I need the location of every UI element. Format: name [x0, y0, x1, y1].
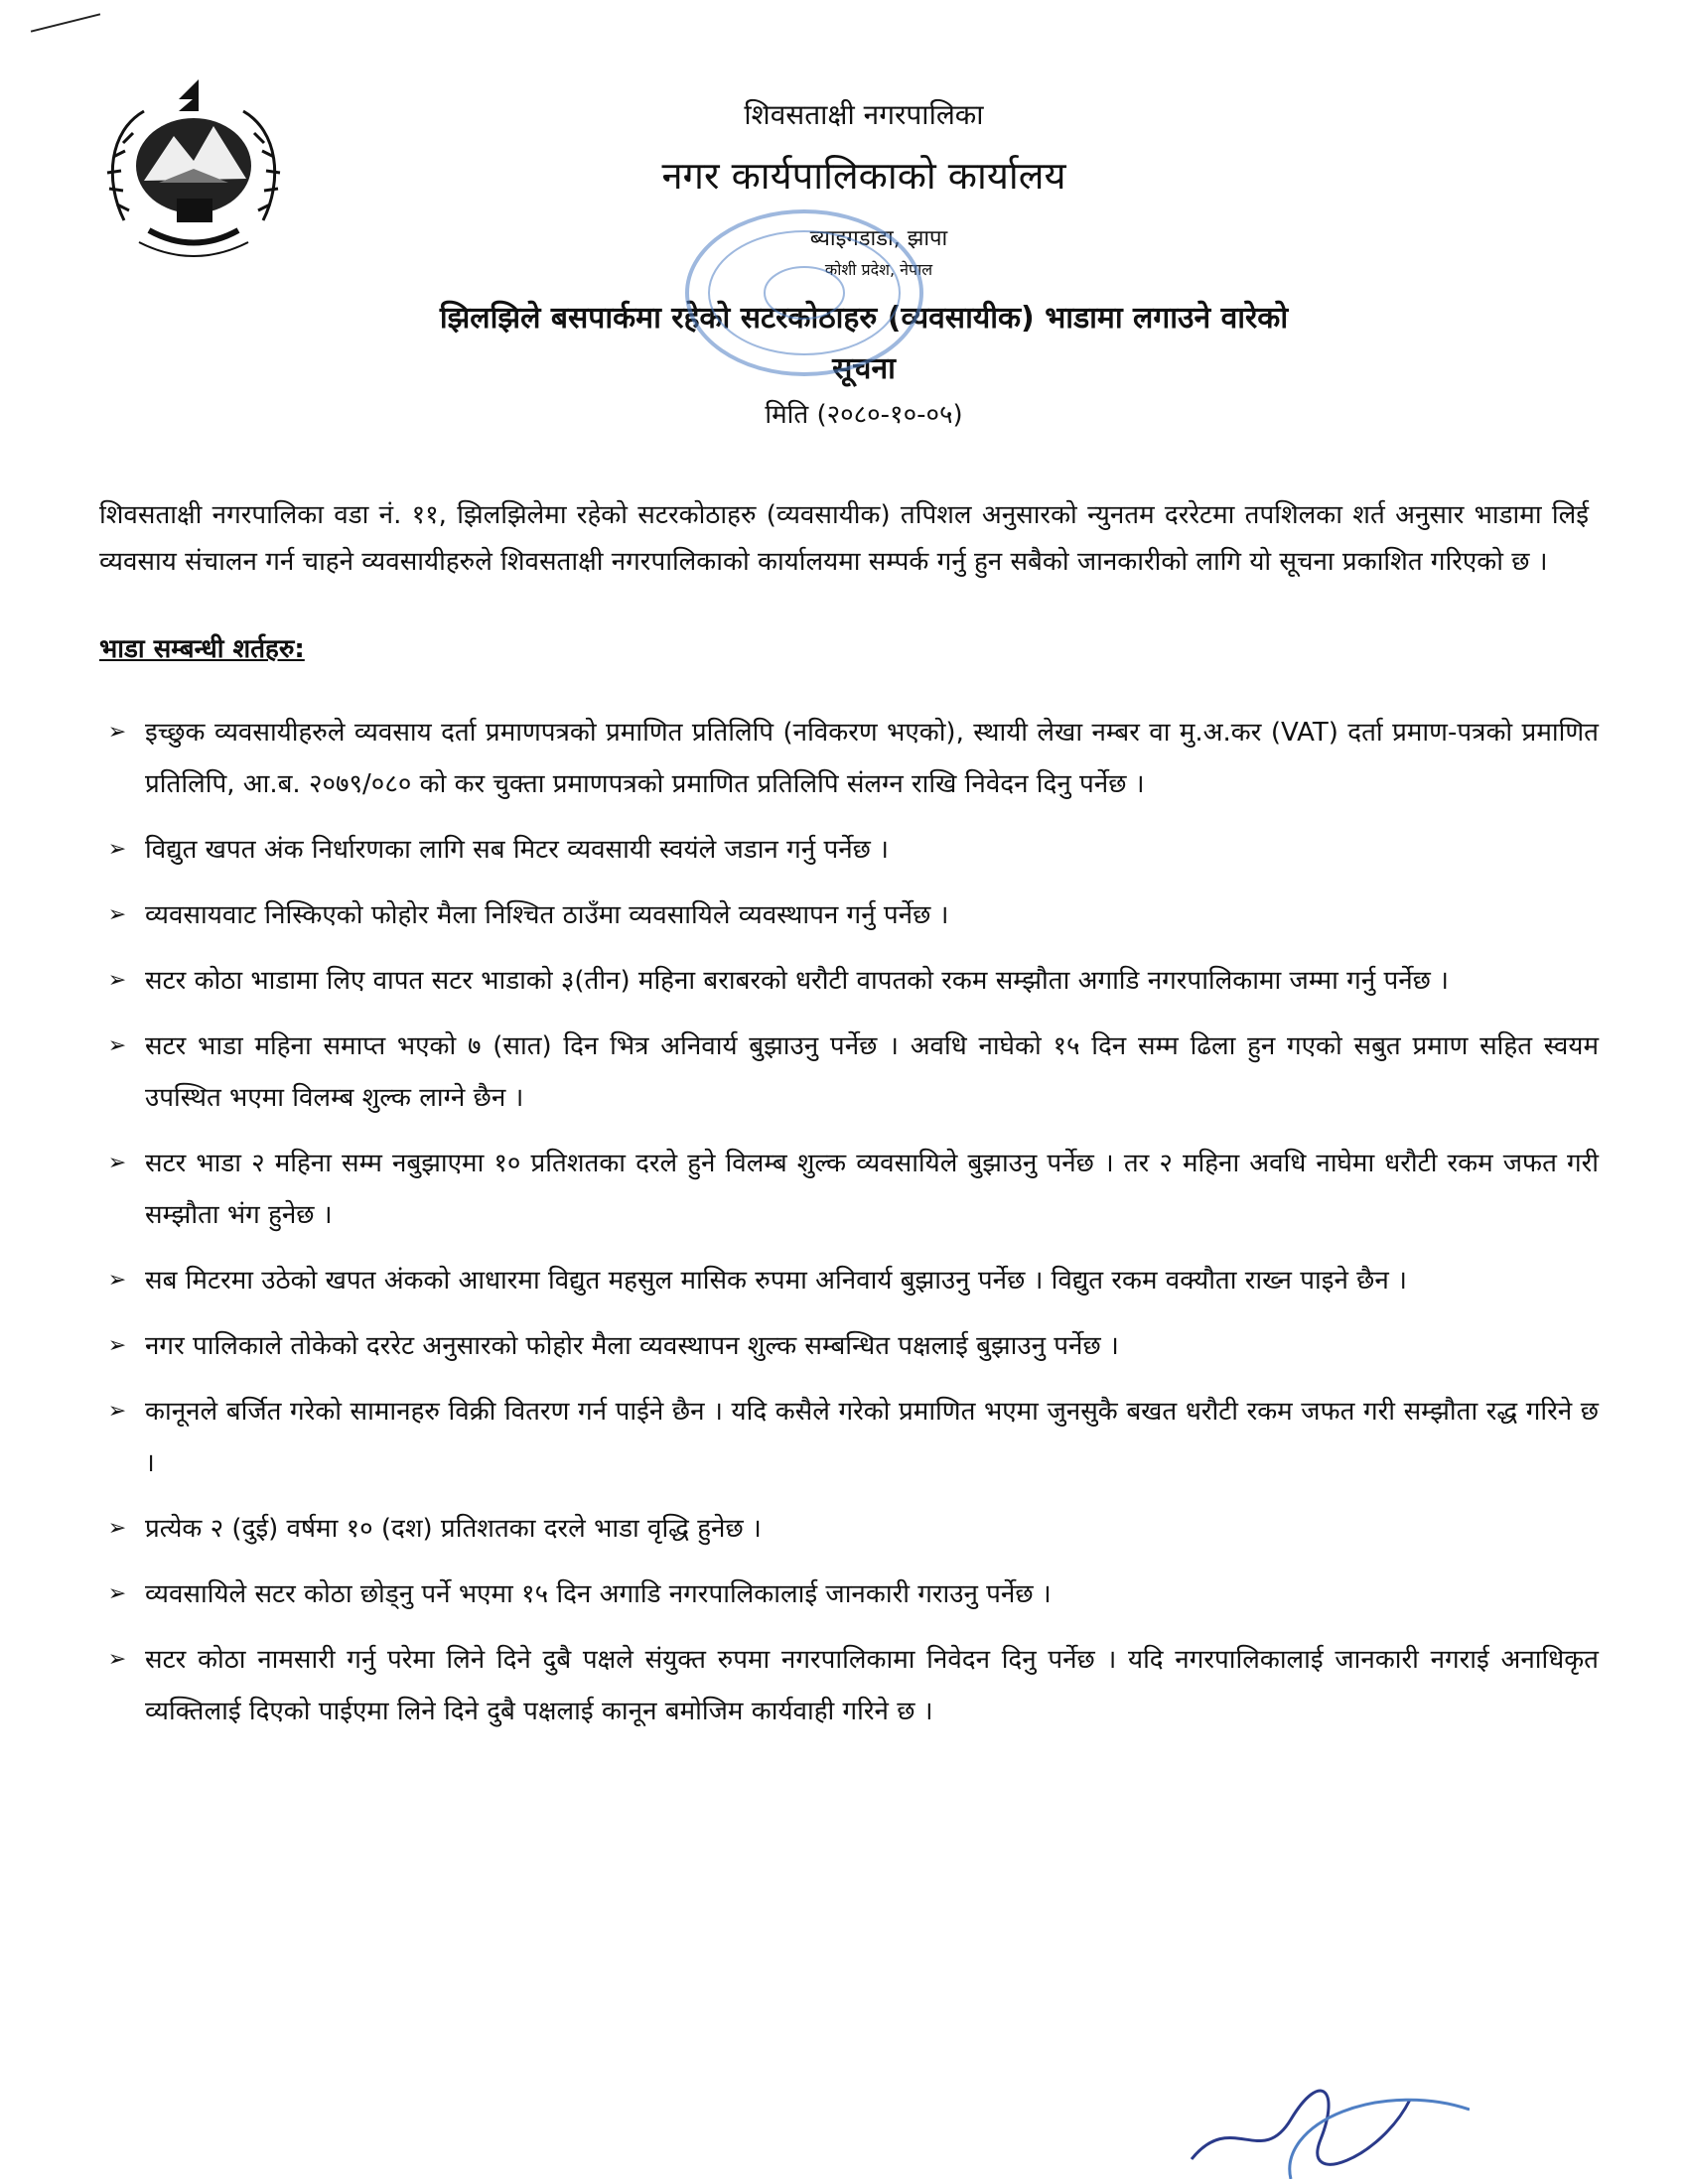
arrow-bullet-icon: ➢ — [107, 1516, 127, 1541]
office-stamp-icon — [675, 204, 933, 382]
government-emblem-icon — [99, 71, 288, 270]
signature-icon — [1172, 2070, 1470, 2179]
arrow-bullet-icon: ➢ — [107, 1399, 127, 1424]
condition-text: प्रत्येक २ (दुई) वर्षमा १० (दश) प्रतिशतका दरले भाडा वृद्धि हुनेछ । — [145, 1514, 762, 1544]
condition-text: व्यवसायिले सटर कोठा छोड्नु पर्ने भएमा १५ दिन अगाडि नगरपालिकालाई जानकारी गराउनु पर्नेछ । — [145, 1579, 1052, 1609]
condition-text: इच्छुक व्यवसायीहरुले व्यवसाय दर्ता प्रमाणपत्रको प्रमाणित प्रतिलिपि (नविकरण भएको), स्थायी लेखा नम्बर वा मु.अ.कर (VAT) दर्ता प्रमाण-पत्रको प्रमाणित प्रतिलिपि, आ.ब. २०७९/०८० को कर चुक्ता प्रमाणपत्रको प्रमाणित प्रतिलिपि संलग्न राखि निवेदन दिनु पर्नेछ । — [145, 718, 1599, 799]
condition-text: व्यवसायवाट निस्किएको फोहोर मैला निश्चित ठाउँमा व्यवसायिले व्यवस्थापन गर्नु पर्नेछ । — [145, 900, 949, 930]
arrow-bullet-icon: ➢ — [107, 837, 127, 862]
office-title: नगर कार्यपालिकाको कार्यालय — [661, 154, 1066, 198]
arrow-bullet-icon: ➢ — [107, 1268, 127, 1293]
condition-text: कानूनले बर्जित गरेको सामानहरु विक्री वितरण गर्न पाईने छैन । यदि कसैले गरेको प्रमाणित भएमा जुनसुकै बखत धरौटी रकम जफत गरी सम्झौता रद्ध गरिने छ । — [145, 1397, 1599, 1478]
condition-text: सटर कोठा नामसारी गर्नु परेमा लिने दिने दुबै पक्षले संयुक्त रुपमा नगरपालिकामा निवेदन दिनु पर्नेछ । यदि नगरपालिकालाई जानकारी नगराई अनाधिकृत व्यक्तिलाई दिएको पाईएमा लिने दिने दुबै पक्षलाई कानून बमोजिम कार्यवाही गरिने छ । — [145, 1645, 1599, 1726]
condition-item — [89, 1021, 1599, 1124]
condition-text: सटर कोठा भाडामा लिए वापत सटर भाडाको ३(तीन) महिना बराबरको धरौटी वापतको रकम सम्झौता अगाडि नगरपालिकामा जम्मा गर्नु पर्नेछ । — [145, 966, 1450, 996]
condition-item — [89, 707, 1599, 810]
condition-text: नगर पालिकाले तोकेको दररेट अनुसारको फोहोर मैला व्यवस्थापन शुल्क सम्बन्धित पक्षलाई बुझाउनु पर्नेछ । — [145, 1331, 1119, 1361]
arrow-bullet-icon: ➢ — [107, 1151, 127, 1175]
arrow-bullet-icon: ➢ — [107, 1333, 127, 1358]
arrow-bullet-icon: ➢ — [107, 902, 127, 927]
arrow-bullet-icon: ➢ — [107, 968, 127, 993]
condition-item — [89, 955, 1599, 1007]
arrow-bullet-icon: ➢ — [107, 1581, 127, 1606]
condition-item — [89, 1503, 1599, 1555]
notice-subject: झिलझिले बसपार्कमा रहेको सटरकोठाहरु (व्यवसायीक) भाडामा लगाउने वारेको — [439, 301, 1289, 336]
arrow-bullet-icon: ➢ — [107, 1033, 127, 1058]
condition-item — [89, 824, 1599, 876]
municipality-name: शिवसताक्षी नगरपालिका — [744, 98, 984, 131]
condition-item — [89, 1386, 1599, 1489]
condition-item — [89, 1634, 1599, 1737]
condition-item — [89, 1255, 1599, 1306]
address-line-1: ब्याइगडाडा, झापा — [809, 226, 948, 251]
condition-item — [89, 889, 1599, 941]
intro-paragraph: शिवसताक्षी नगरपालिका वडा नं. ११, झिलझिलेमा रहेको सटरकोठाहरु (व्यवसायीक) तपिशल अनुसारको न्युनतम दररेटमा तपशिलका शर्त अनुसार भाडामा लिई व्यवसाय संचालन गर्न चाहने व्यवसायीहरुले शिवसताक्षी नगरपालिकाको कार्यालयमा सम्पर्क गर्नु हुन सबैको जानकारीको लागि यो सूचना प्रकाशित गरिएको छ । — [99, 500, 1589, 577]
conditions-list — [89, 707, 1599, 1751]
condition-text: सटर भाडा २ महिना सम्म नबुझाएमा १० प्रतिशतका दरले हुने विलम्ब शुल्क व्यवसायिले बुझाउनु पर्नेछ । तर २ महिना अवधि नाघेमा धरौटी रकम जफत गरी सम्झौता भंग हुनेछ । — [145, 1149, 1599, 1230]
arrow-bullet-icon: ➢ — [107, 720, 127, 745]
condition-item — [89, 1569, 1599, 1620]
condition-text: विद्युत खपत अंक निर्धारणका लागि सब मिटर व्यवसायी स्वयंले जडान गर्नु पर्नेछ । — [145, 835, 889, 865]
notice-heading: सूचना — [832, 351, 896, 386]
condition-text: सटर भाडा महिना समाप्त भएको ७ (सात) दिन भित्र अनिवार्य बुझाउनु पर्नेछ । अवधि नाघेको १५ दिन सम्म ढिला हुन गएको सबुत प्रमाण सहित स्वयम उपस्थित भएमा विलम्ब शुल्क लाग्ने छैन । — [145, 1031, 1599, 1113]
conditions-heading: भाडा सम्बन्धी शर्तहरु: — [99, 634, 305, 664]
condition-item — [89, 1138, 1599, 1241]
condition-item — [89, 1320, 1599, 1372]
arrow-bullet-icon: ➢ — [107, 1647, 127, 1672]
notice-date: मिति (२०८०-१०-०५) — [765, 400, 963, 430]
address-line-2: कोशी प्रदेश, नेपाल — [824, 260, 933, 279]
condition-text: सब मिटरमा उठेको खपत अंकको आधारमा विद्युत महसुल मासिक रुपमा अनिवार्य बुझाउनु पर्नेछ । विद्युत रकम वक्यौता राख्न पाइने छैन । — [145, 1266, 1407, 1296]
corner-pen-mark — [31, 13, 100, 32]
